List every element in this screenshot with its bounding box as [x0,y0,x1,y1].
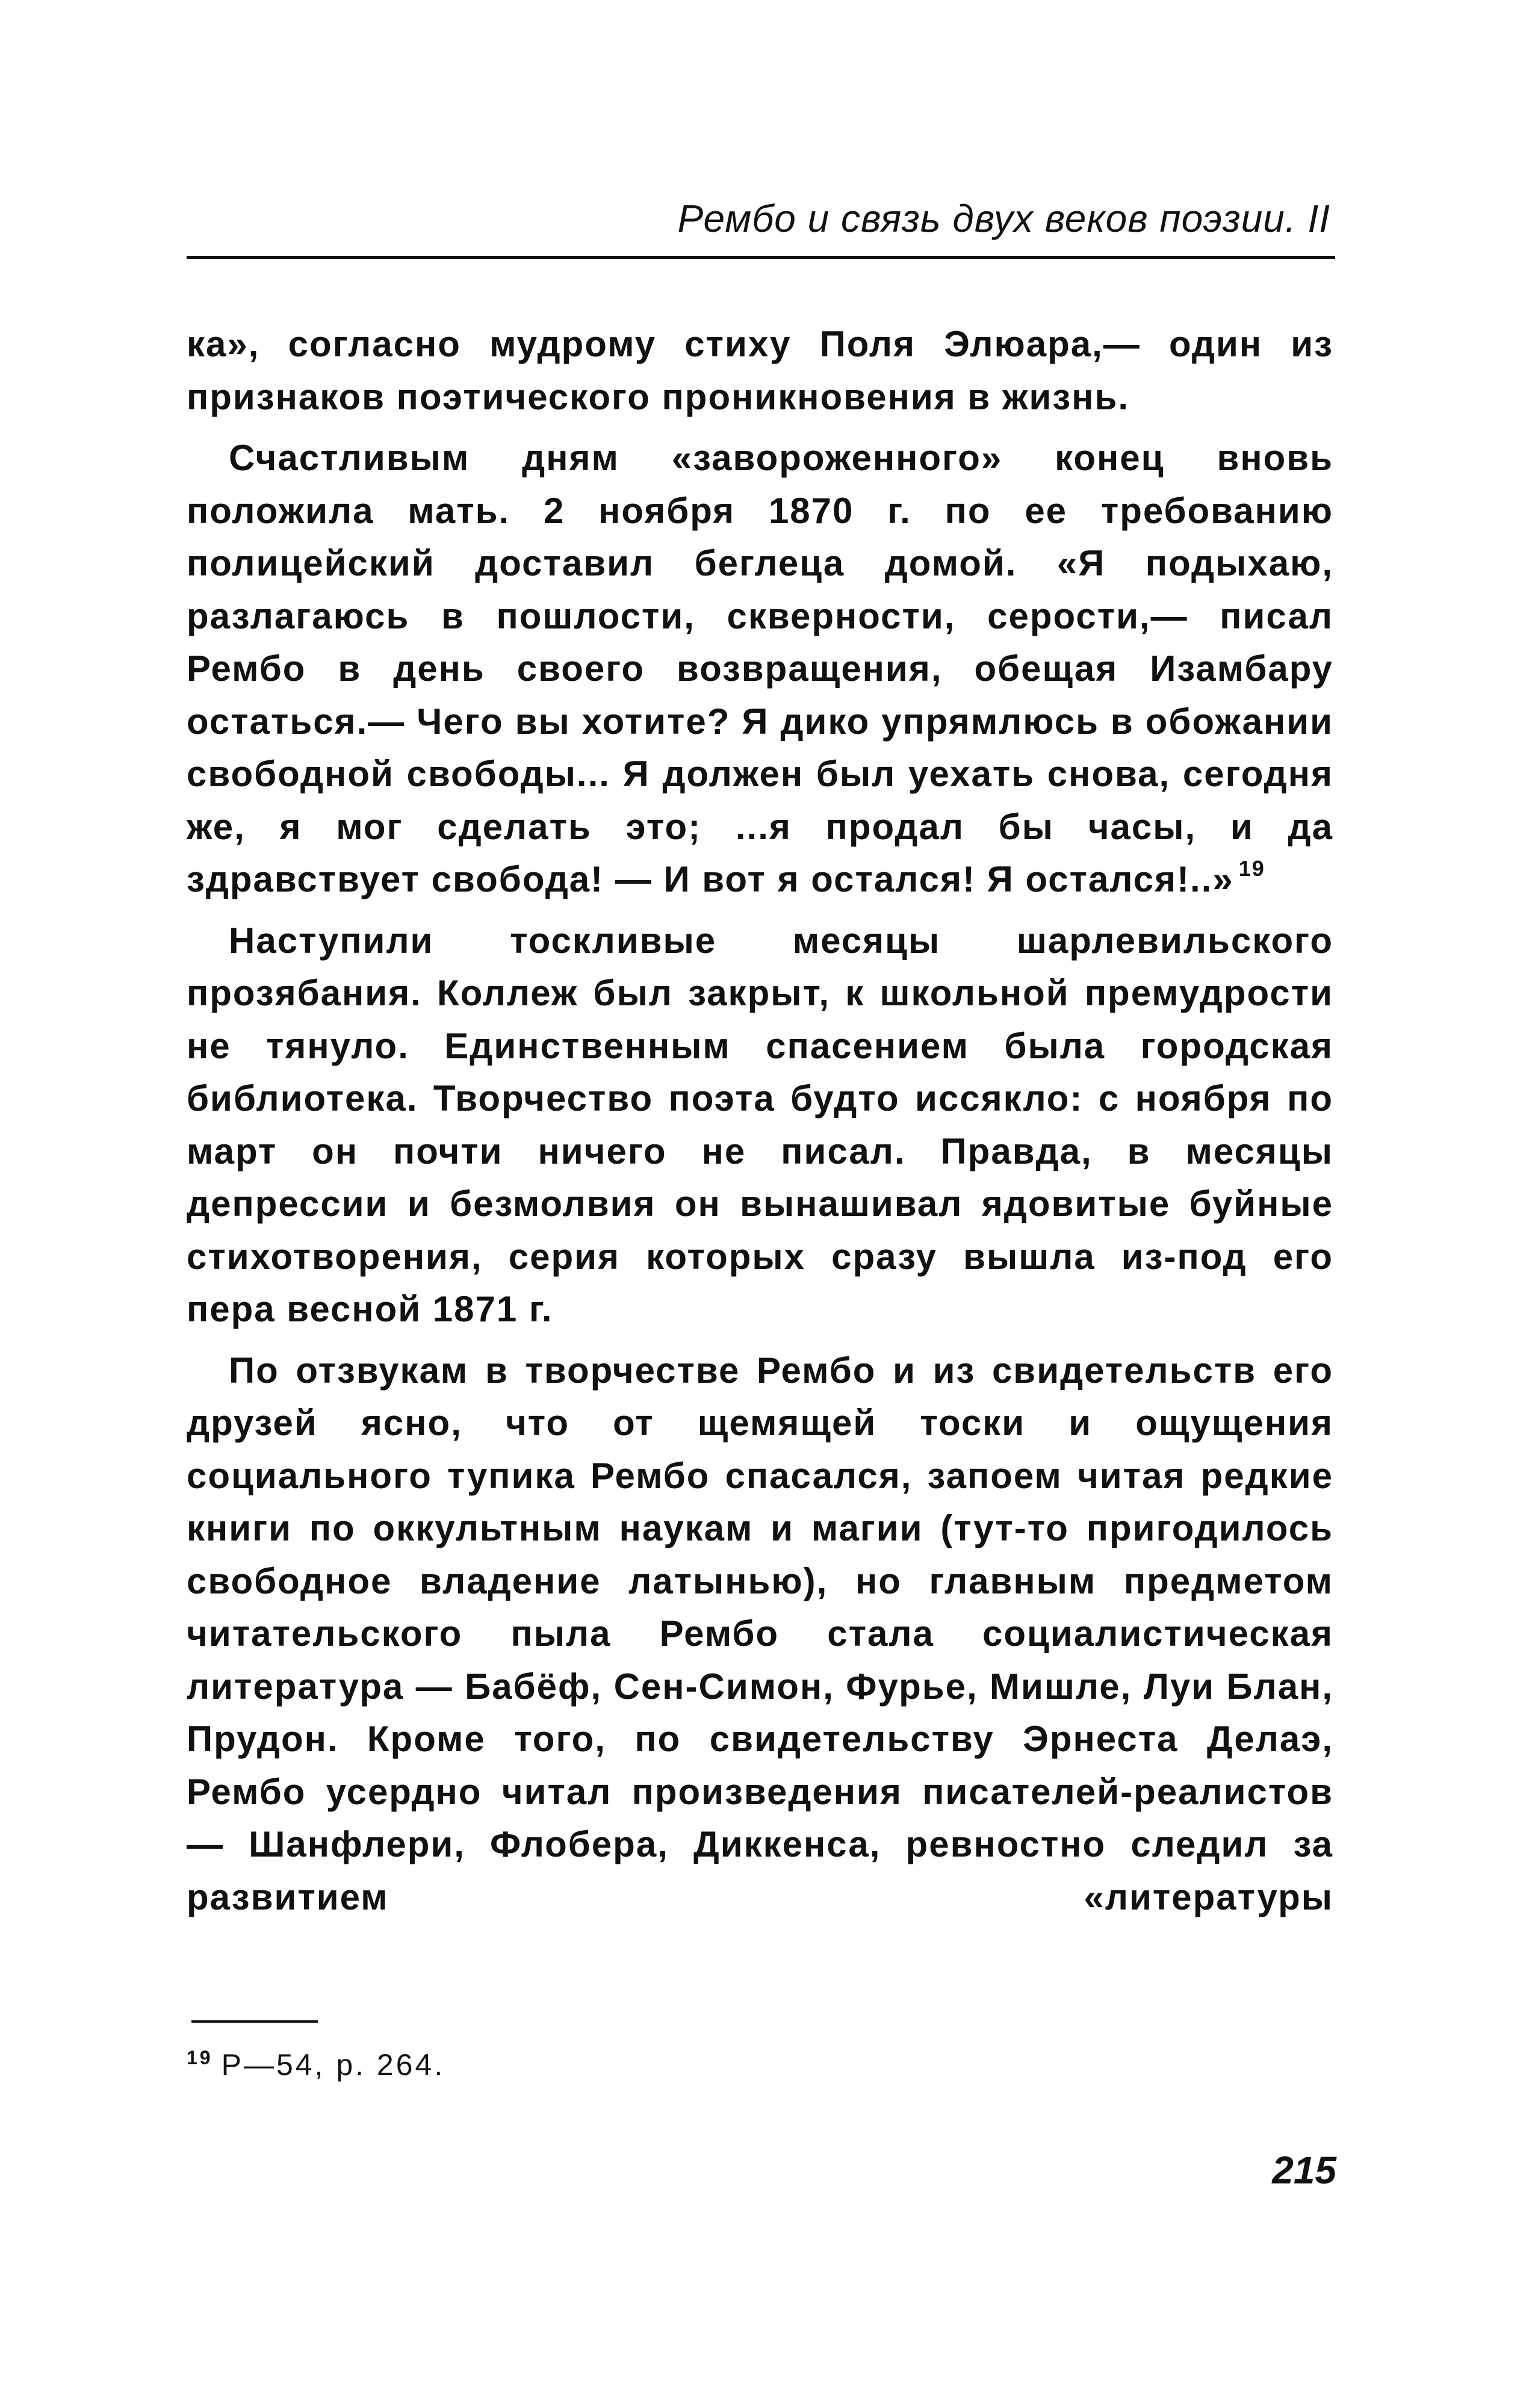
footnote-text: P—54, p. 264. [221,2048,445,2082]
paragraph [187,432,1333,906]
paragraph-4-text: По отзвукам в творчестве Рембо и из свидетельств его друзей ясно, что от щемящей тоски и ощущения социального тупика Рембо спасался, запоем читая редкие книги по оккультным наукам и магии (тут-то пригодилось свободное владение латынью), но главным предметом читательского пыла Рембо стала социалистическая литература — Бабёф, Сен-Симон, Фурье, Мишле, Луи Блан, Прудон. Кроме того, по свидетельству Эрнеста Делаэ, Рембо усердно читал произведения писателей-реалистов — Шанфлери, Флобера, Диккенса, ревностно следил за развитием «литературы [187,1350,1333,1917]
paragraph [187,914,1333,1336]
paragraph [187,1344,1333,1924]
footnote [187,2044,445,2086]
footnote-reference: 19 [1238,856,1265,881]
header-rule [187,256,1335,259]
footnote-number: 19 [187,2047,213,2068]
page-number: 215 [1272,2149,1336,2192]
paragraph-2-text: Счастливым дням «завороженного» конец вновь положила мать. 2 ноября 1870 г. по ее требованию полицейский доставил беглеца домой. «Я подыхаю, разлагаюсь в пошлости, скверности, серости,— писал Рембо в день своего возвращения, обещая Изамбару остаться.— Чего вы хотите? Я дико упрямлюсь в обожании свободной свободы... Я должен был уехать снова, сегодня же, я мог сделать это; ...я продал бы часы, и да здравствует свобода! — И вот я остался! Я остался!..» [187,438,1333,899]
paragraph-1-text: ка», согласно мудрому стиху Поля Элюара,— один из признаков поэтического проникновения в жизнь. [187,324,1333,417]
footnote-rule [191,2020,318,2023]
paragraph-3-text: Наступили тоскливые месяцы шарлевильского прозябания. Коллеж был закрыт, к школьной премудрости не тянуло. Единственным спасением была городская библиотека. Творчество поэта будто иссякло: с ноября по март он почти ничего не писал. Правда, в месяцы депрессии и безмолвия он вынашивал ядовитые буйные стихотворения, серия которых сразу вышла из-под его пера весной 1871 г. [187,920,1333,1329]
paragraph-continued [187,318,1333,423]
main-text [187,318,1333,1932]
running-title: Рембо и связь двух веков поэзии. II [677,197,1330,240]
